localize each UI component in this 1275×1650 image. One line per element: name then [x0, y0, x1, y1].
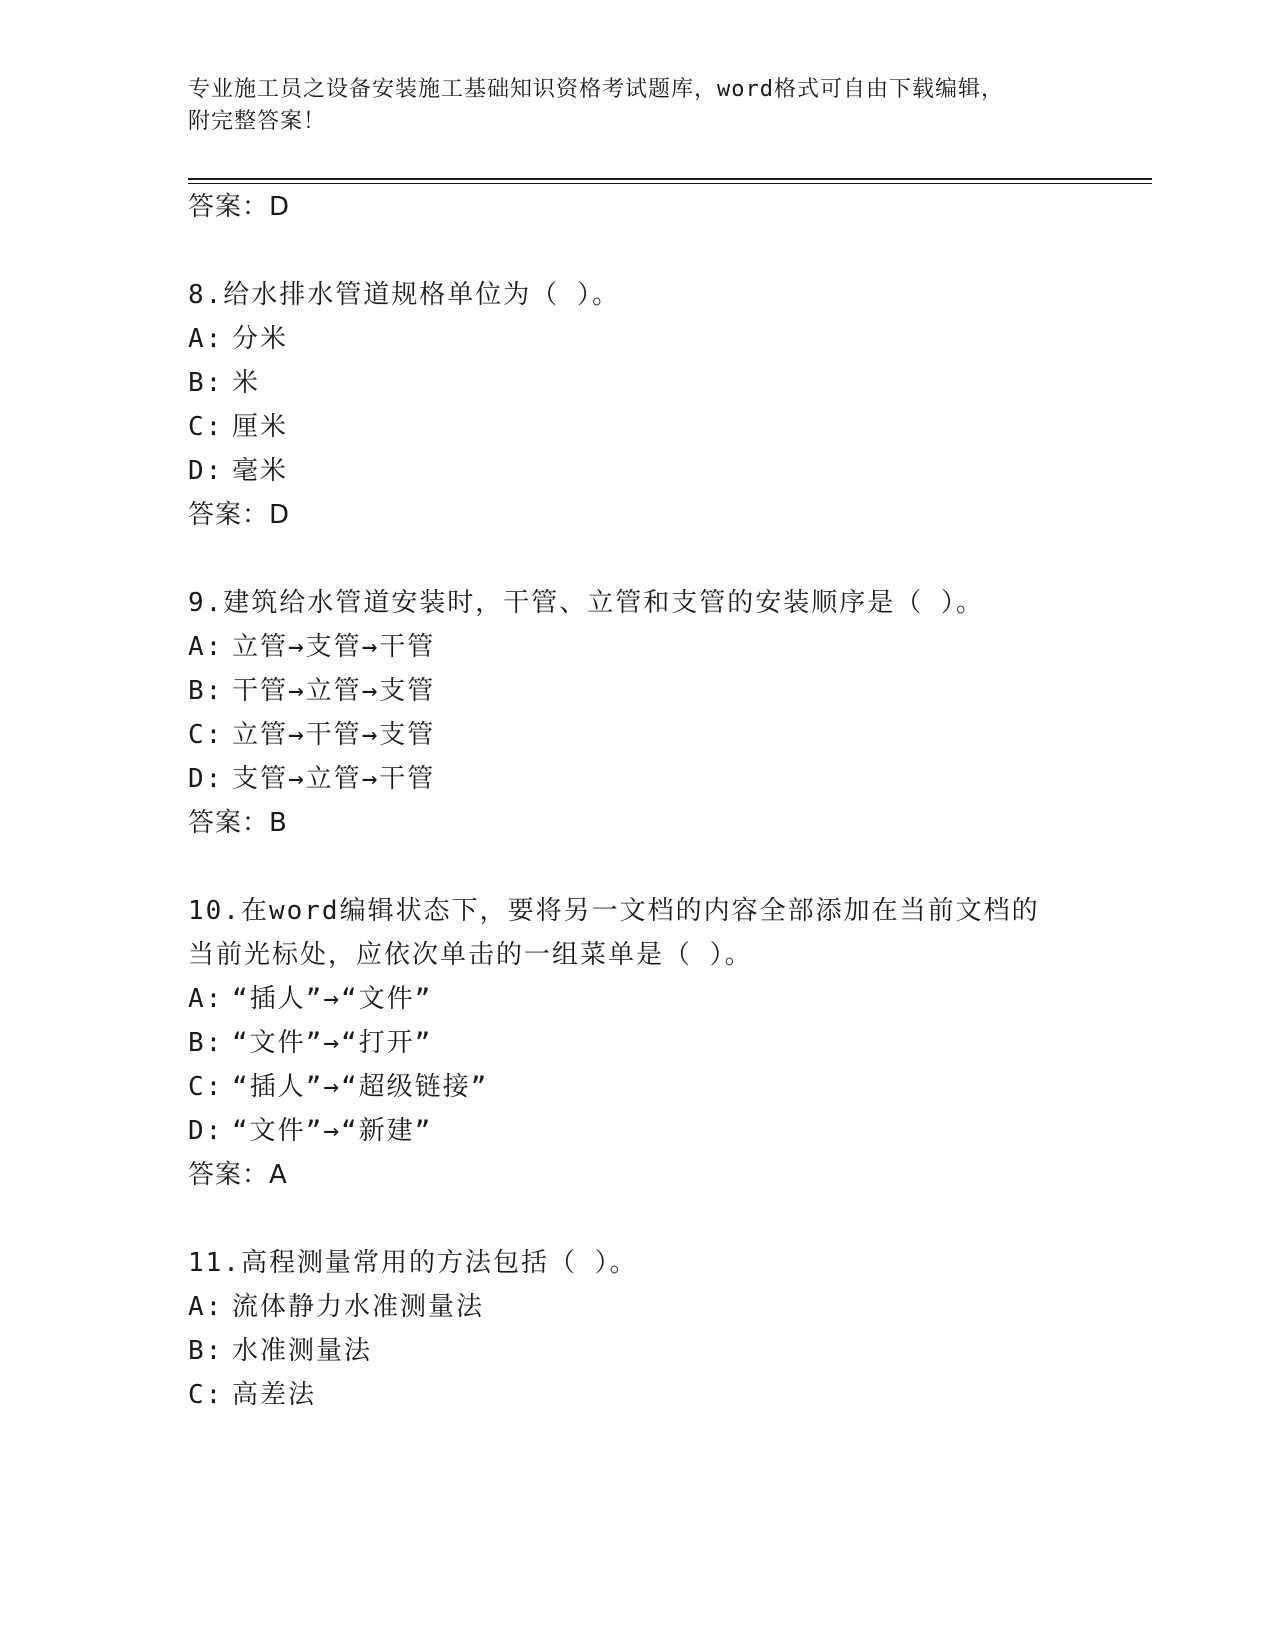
option-letter: C: — [188, 412, 224, 442]
option-letter: C: — [188, 1072, 224, 1102]
question-stem-9: 9.建筑给水管道安装时，干管、立管和支管的安装顺序是（ ）。 — [188, 588, 984, 618]
option-text: 高差法 — [232, 1380, 317, 1410]
option-text: 米 — [232, 368, 261, 398]
option-letter: B: — [188, 1028, 224, 1058]
option-text: 支管→立管→干管 — [232, 764, 436, 794]
option-row — [188, 322, 288, 356]
option-row — [188, 410, 288, 444]
option-text: 水准测量法 — [232, 1336, 373, 1366]
option-letter: D: — [188, 1116, 224, 1146]
option-row — [188, 762, 435, 796]
option-letter: A: — [188, 632, 224, 662]
answer-10: 答案：A — [188, 1160, 288, 1190]
option-text: 流体静力水准测量法 — [232, 1292, 485, 1322]
option-text: 分米 — [232, 324, 289, 354]
answer-8: 答案：D — [188, 500, 291, 530]
option-letter: A: — [188, 984, 224, 1014]
option-letter: B: — [188, 676, 224, 706]
option-text: “文件”→“打开” — [232, 1028, 433, 1058]
option-row — [188, 674, 435, 708]
question-stem-10-cont: 当前光标处，应依次单击的一组菜单是（ ）。 — [188, 940, 753, 970]
option-row — [188, 982, 432, 1016]
option-text: 厘米 — [232, 412, 289, 442]
option-row — [188, 366, 260, 400]
previous-answer: 答案：D — [188, 192, 291, 222]
option-row — [188, 1334, 372, 1368]
option-row — [188, 1290, 484, 1324]
header-line-1: 专业施工员之设备安装施工基础知识资格考试题库，word格式可自由下载编辑， — [188, 77, 1004, 102]
option-row — [188, 1114, 432, 1148]
option-row — [188, 630, 435, 664]
option-letter: C: — [188, 720, 224, 750]
option-text: “文件”→“新建” — [232, 1116, 433, 1146]
answer-9: 答案：B — [188, 808, 288, 838]
option-text: 毫米 — [232, 456, 289, 486]
header-divider-thin — [188, 183, 1152, 184]
option-text: “插人”→“超级链接” — [232, 1072, 489, 1102]
option-text: 立管→干管→支管 — [232, 720, 436, 750]
option-letter: C: — [188, 1380, 224, 1410]
option-letter: B: — [188, 1336, 224, 1366]
option-row — [188, 1378, 316, 1412]
option-letter: D: — [188, 764, 224, 794]
header-divider-thick — [188, 178, 1152, 180]
header-line-2: 附完整答案！ — [188, 109, 327, 134]
option-letter: A: — [188, 324, 224, 354]
question-stem-8: 8.给水排水管道规格单位为（ ）。 — [188, 280, 620, 310]
option-letter: D: — [188, 456, 224, 486]
option-letter: B: — [188, 368, 224, 398]
question-stem-10: 10.在word编辑状态下，要将另一文档的内容全部添加在当前文档的 — [188, 896, 1040, 926]
question-stem-11: 11.高程测量常用的方法包括（ ）。 — [188, 1248, 638, 1278]
option-row — [188, 454, 288, 488]
option-letter: A: — [188, 1292, 224, 1322]
option-row — [188, 1070, 488, 1104]
document-header — [188, 74, 1088, 138]
option-text: “插人”→“文件” — [232, 984, 433, 1014]
option-row — [188, 718, 435, 752]
option-text: 干管→立管→支管 — [232, 676, 436, 706]
option-text: 立管→支管→干管 — [232, 632, 436, 662]
option-row — [188, 1026, 432, 1060]
